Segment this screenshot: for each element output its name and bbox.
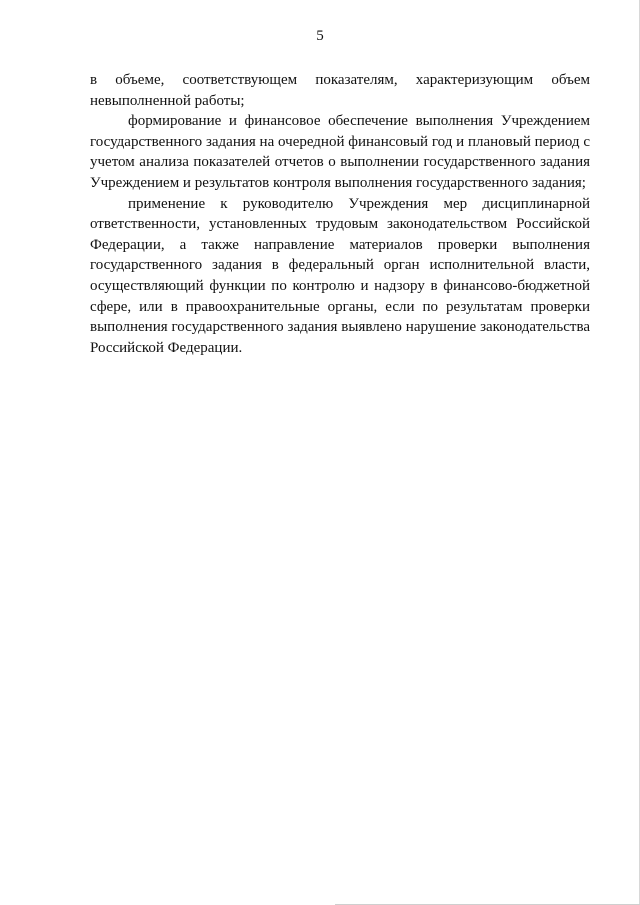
paragraph-funding: формирование и финансовое обеспечение выполнения Учреждением государственного задания на очередной финансовый год и плановый период с учетом анализа показателей отчетов о выполнении государственного задания Учреждением и результатов контроля выполнения государственного задания; [90, 113, 590, 191]
paragraph-continuation: в объеме, соответствующем показателям, характеризующим объем невыполненной работы; [90, 72, 590, 109]
paragraph-disciplinary-measures: применение к руководителю Учреждения мер дисциплинарной ответственности, установленных трудовым законодательством Российской Федерации, а также направление материалов проверки выполнения государственного задания в федеральный орган исполнительной власти, осуществляющий функции по контролю и надзору в финансово-бюджетной сфере, или в правоохранительные органы, если по результатам проверки выполнения государственного задания выявлено нарушение законодательства Российской Федерации. [90, 195, 590, 356]
page-number: 5 [316, 28, 324, 44]
body-text [90, 70, 590, 358]
